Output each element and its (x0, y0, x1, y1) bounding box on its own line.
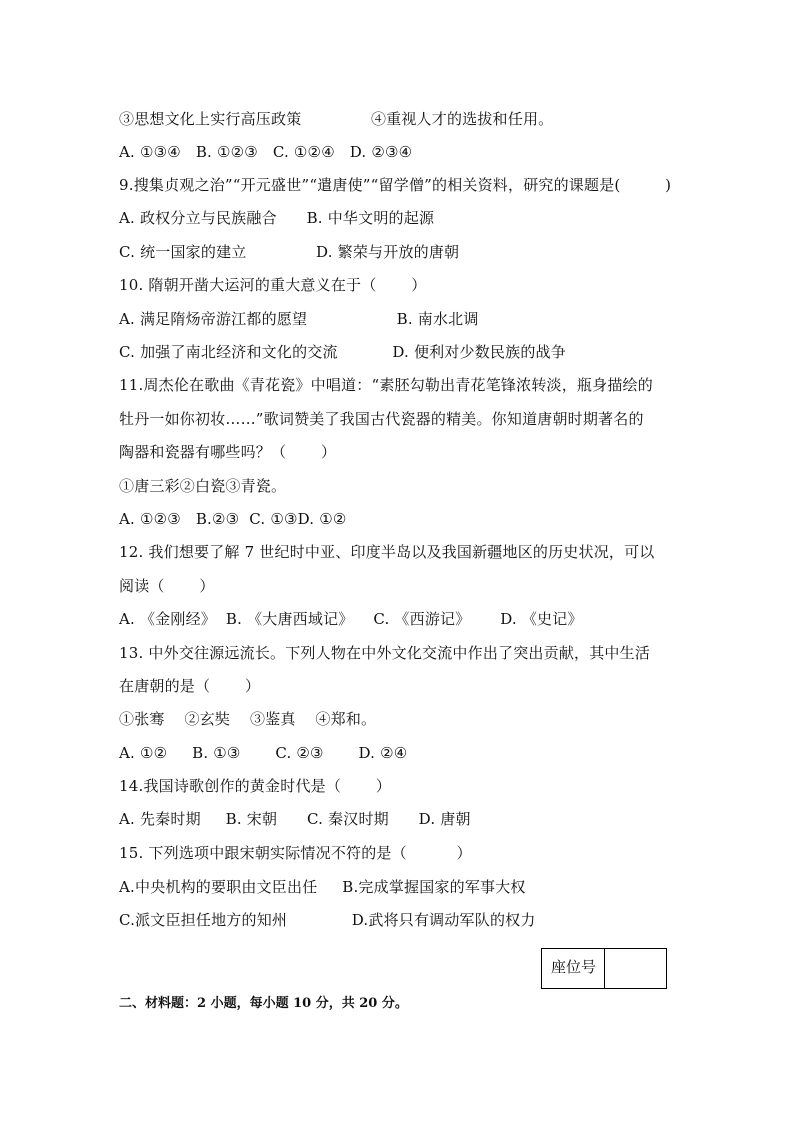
question-8-choices: A. ①③④ B. ①②③ C. ①②④ D. ②③④ (119, 143, 413, 161)
question-11-stem-2: 牡丹一如你初妆……”歌词赞美了我国古代瓷器的精美。你知道唐朝时期著名的 (119, 410, 644, 428)
question-13-stem-2: 在唐朝的是（ ） (119, 677, 261, 695)
question-14-choices: A. 先秦时期 B. 宋朝 C. 秦汉时期 D. 唐朝 (119, 810, 471, 828)
question-11-options: ①唐三彩②白瓷③青瓷。 (119, 477, 287, 495)
question-12-choices: A. 《金刚经》 B. 《大唐西域记》 C. 《西游记》 D. 《史记》 (119, 610, 583, 628)
question-13-choices: A. ①② B. ①③ C. ②③ D. ②④ (119, 744, 408, 762)
question-9-choices-ab: A. 政权分立与民族融合 B. 中华文明的起源 (119, 209, 435, 227)
seat-number-field[interactable] (605, 949, 666, 988)
seat-number-label: 座位号 (542, 949, 605, 988)
question-14-stem: 14.我国诗歌创作的黄金时代是（ ） (119, 777, 392, 795)
question-13-stem-1: 13. 中外交往源远流长。下列人物在中外文化交流中作出了突出贡献，其中生活 (119, 644, 651, 662)
question-15-choices-cd: C.派文臣担任地方的知州 D.武将只有调动军队的权力 (119, 911, 536, 929)
question-12-stem-2: 阅读（ ） (119, 577, 215, 595)
question-9-choices-cd: C. 统一国家的建立 D. 繁荣与开放的唐朝 (119, 243, 460, 261)
question-15-choices-ab: A.中央机构的要职由文臣出任 B.完成掌握国家的军事大权 (119, 878, 526, 896)
question-10-choices-cd: C. 加强了南北经济和文化的交流 D. 便利对少数民族的战争 (119, 343, 566, 361)
question-11-stem-1: 11.周杰伦在歌曲《青花瓷》中唱道：“素胚勾勒出青花笔锋浓转淡，瓶身描绘的 (119, 376, 653, 394)
question-10-stem: 10. 隋朝开凿大运河的重大意义在于（ ） (119, 276, 427, 294)
question-10-choices-ab: A. 满足隋炀帝游江都的愿望 B. 南水北调 (119, 310, 479, 328)
section-title: 二、材料题：2 小题，每小题 10 分，共 20 分。 (119, 996, 408, 1011)
seat-number-box (541, 948, 667, 989)
question-9-stem: 9.搜集贞观之治”“开元盛世”“遣唐使”“留学僧”的相关资料，研究的课题是( ) (119, 176, 672, 194)
question-11-choices: A. ①②③ B.②③ C. ①③D. ①② (119, 510, 347, 528)
question-11-stem-3: 陶器和瓷器有哪些吗？（ ） (119, 443, 337, 461)
question-15-stem: 15. 下列选项中跟宋朝实际情况不符的是（ ） (119, 844, 472, 862)
question-8-option-line: ③思想文化上实行高压政策 ④重视人才的选拔和任用。 (119, 110, 554, 128)
question-13-options: ①张骞 ②玄奘 ③鉴真 ④郑和。 (119, 710, 377, 728)
question-12-stem-1: 12. 我们想要了解 7 世纪时中亚、印度半岛以及我国新疆地区的历史状况，可以 (119, 543, 655, 561)
